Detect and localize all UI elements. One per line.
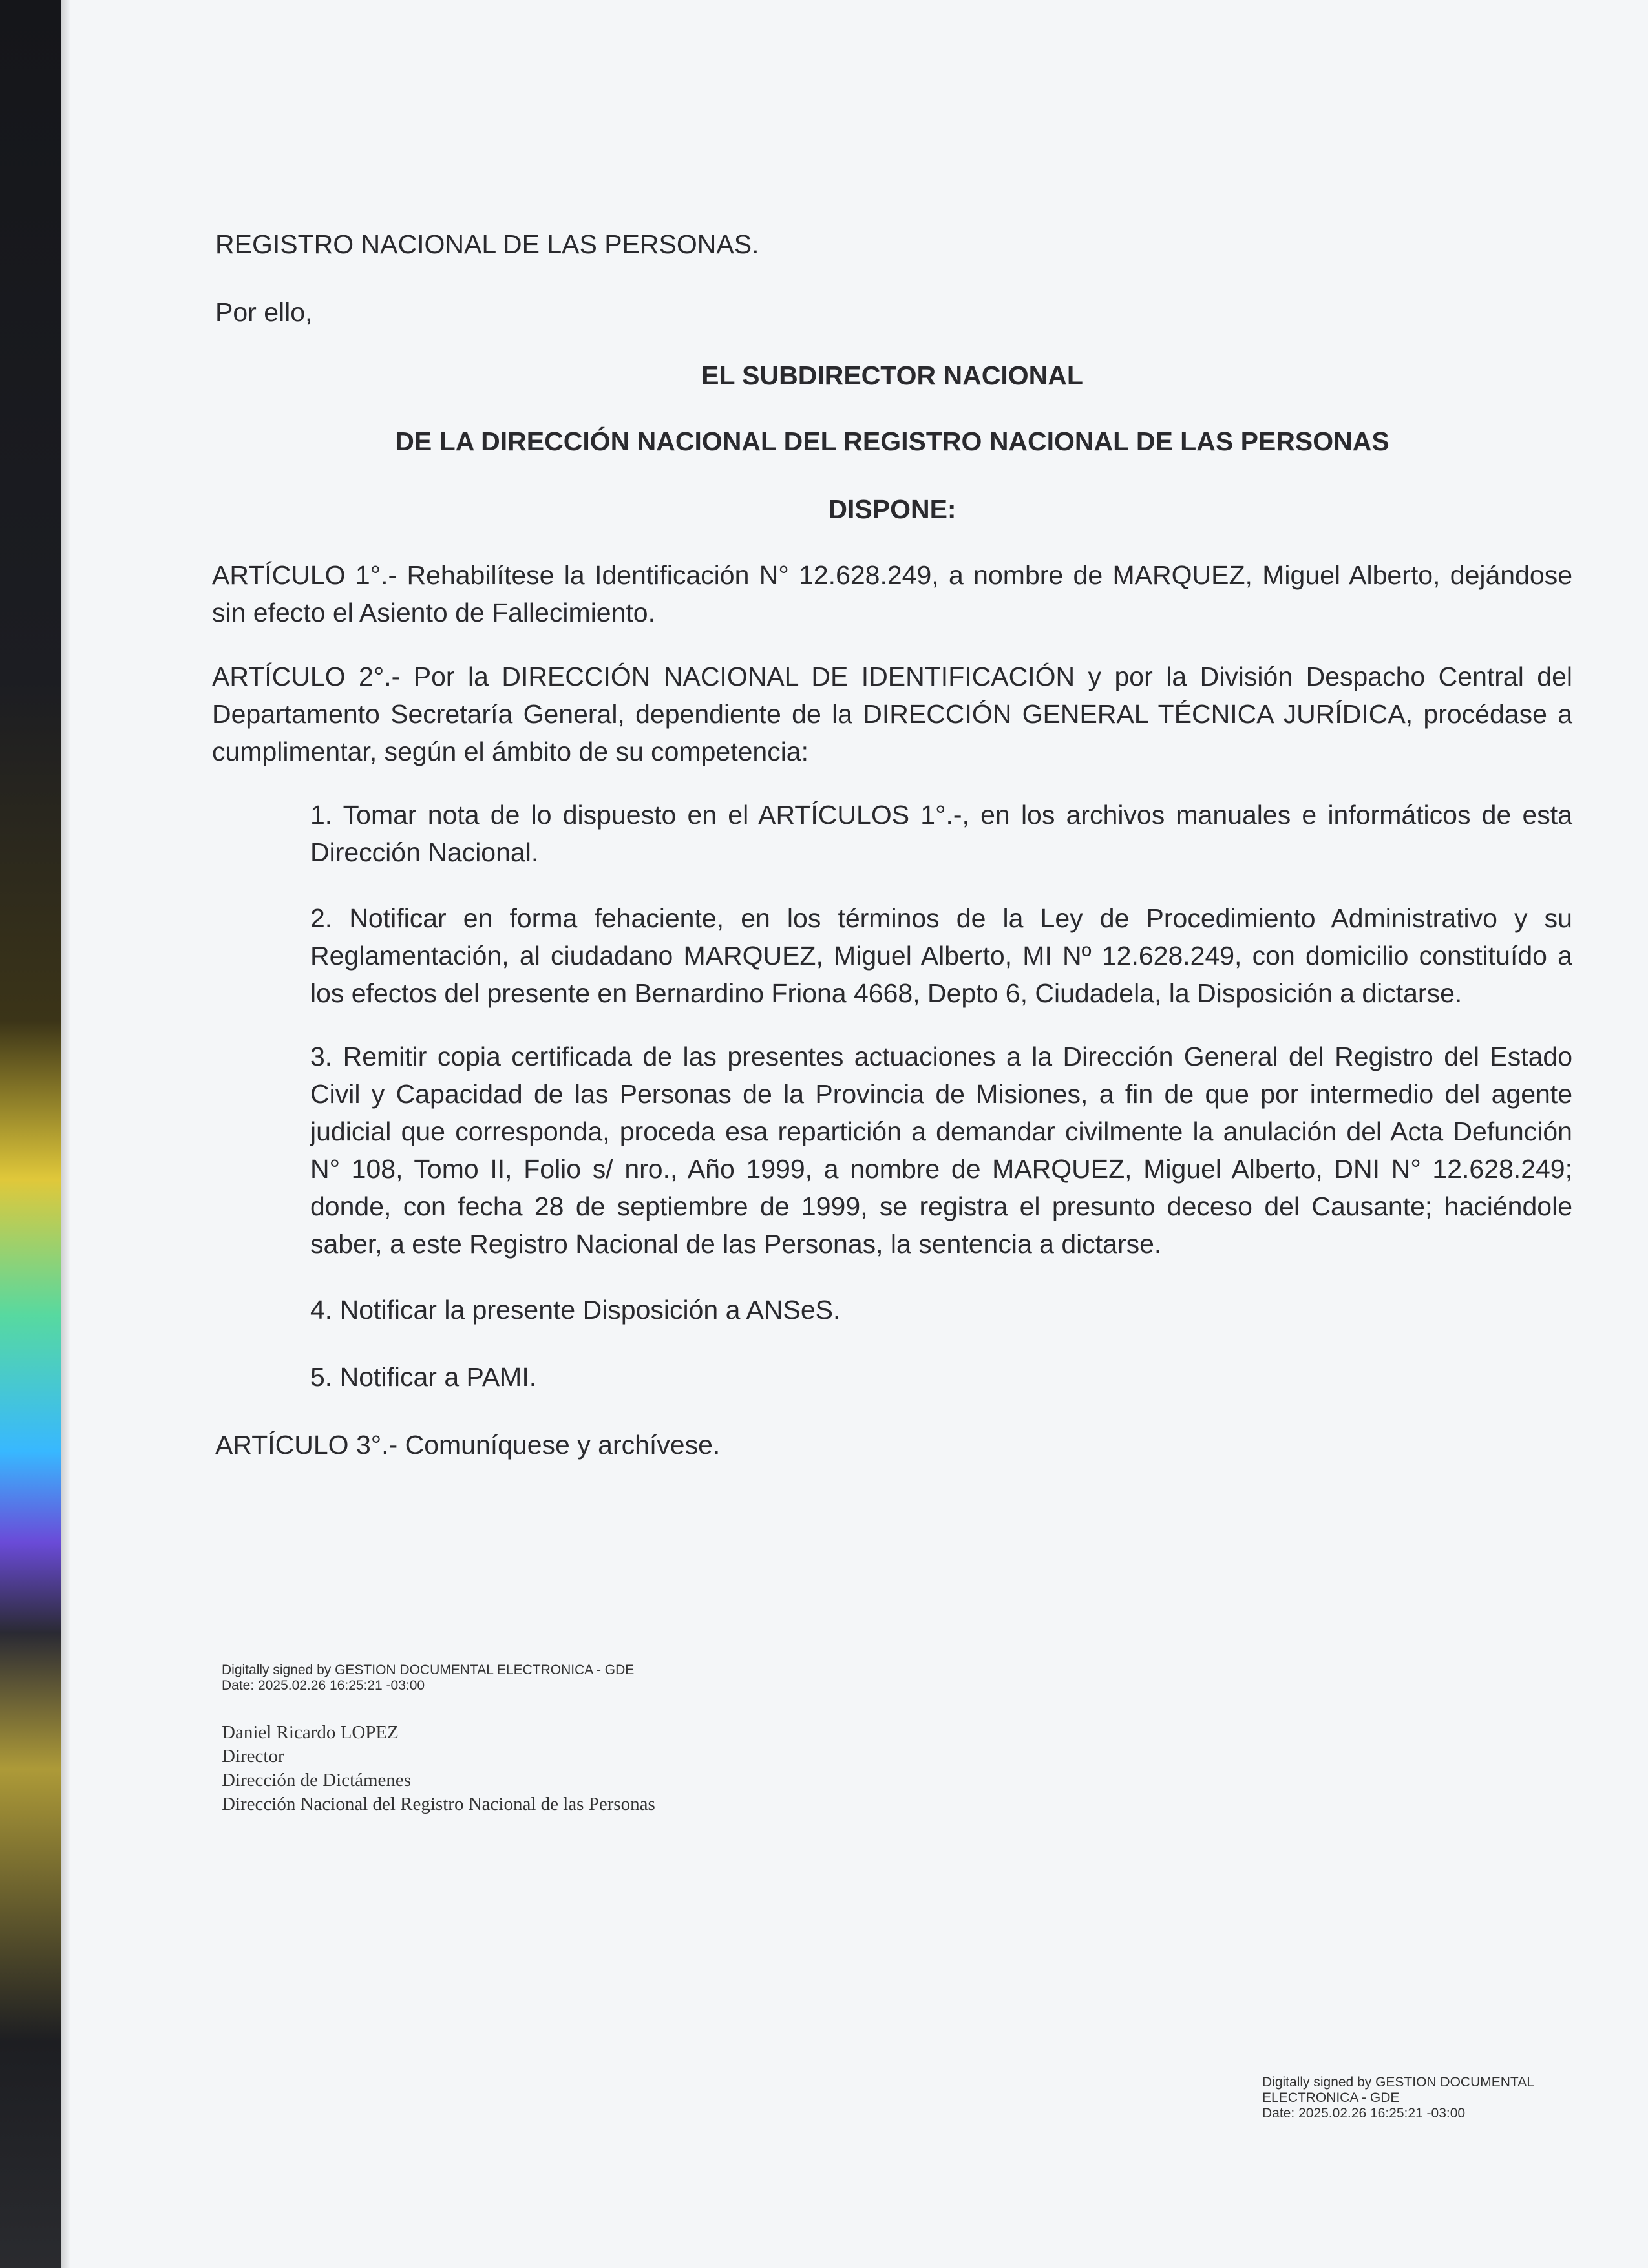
list-item-3: 3. Remitir copia certificada de las presentes actuaciones a la Dirección General del Registro del Estado Civil y Capacidad de las Personas de la Provincia de Misiones, a fin de que por intermedio del agente judicial que corresponda, proceda esa repartición a demandar civilmente la anulación del Acta Defunción N° 108, Tomo II, Folio s/ nro., Año 1999, a nombre de MARQUEZ, Miguel Alberto, DNI N° 12.628.249; donde, con fecha 28 de septiembre de 1999, se registra el presunto deceso del Causante; haciéndole saber, a este Registro Nacional de las Personas, la sentencia a dictarse. [310, 1042, 1572, 1259]
signature-right-date: Date: 2025.02.26 16:25:21 -03:00 [1262, 2106, 1466, 2121]
list-item-2: 2. Notificar en forma fehaciente, en los términos de la Ley de Procedimiento Administrativo y su Reglamentación, al ciudadano MARQUEZ, Miguel Alberto, MI Nº 12.628.249, con domicilio constituído a los efectos del presente en Bernardino Friona 4668, Depto 6, Ciudadela, la Disposición a dictarse. [310, 903, 1572, 1008]
article-1: ARTÍCULO 1°.- Rehabilítese la Identificación N° 12.628.249, a nombre de MARQUEZ, Miguel Alberto, dejándose sin efecto el Asiento de Fallecimiento. [212, 560, 1572, 627]
signatory-role: Director [222, 1746, 284, 1767]
digital-signature-left [222, 1663, 634, 1694]
signatory-office: Dirección de Dictámenes [222, 1770, 412, 1790]
title-direccion: DE LA DIRECCIÓN NACIONAL DEL REGISTRO NACIONAL DE LAS PERSONAS [395, 426, 1389, 456]
signatory-name: Daniel Ricardo LOPEZ [222, 1722, 399, 1743]
digital-signature-right [1262, 2075, 1534, 2121]
title-dispone: DISPONE: [828, 494, 956, 524]
registry-line: REGISTRO NACIONAL DE LAS PERSONAS. [215, 229, 759, 259]
por-ello-line: Por ello, [215, 297, 313, 327]
signatory-agency: Dirección Nacional del Registro Nacional de las Personas [222, 1794, 655, 1814]
signature-right-signed-by-1: Digitally signed by GESTION DOCUMENTAL [1262, 2075, 1534, 2090]
signature-signed-by: Digitally signed by GESTION DOCUMENTAL ELECTRONICA - GDE [222, 1663, 635, 1677]
scan-edge-strip [0, 0, 61, 2268]
signatory-block [222, 1721, 655, 1816]
article-3: ARTÍCULO 3°.- Comuníquese y archívese. [215, 1430, 721, 1460]
title-subdirector: EL SUBDIRECTOR NACIONAL [701, 361, 1083, 390]
signature-right-signed-by-2: ELECTRONICA - GDE [1262, 2090, 1400, 2105]
article-2: ARTÍCULO 2°.- Por la DIRECCIÓN NACIONAL DE IDENTIFICACIÓN y por la División Despacho Central del Departamento Secretaría General, dependiente de la DIRECCIÓN GENERAL TÉCNICA JURÍDICA, procédase a cumplimentar, según el ámbito de su competencia: [212, 662, 1572, 766]
signature-date: Date: 2025.02.26 16:25:21 -03:00 [222, 1678, 425, 1693]
list-item-1: 1. Tomar nota de lo dispuesto en el ARTÍCULOS 1°.-, en los archivos manuales e informáticos de esta Dirección Nacional. [310, 800, 1572, 867]
list-item-5: 5. Notificar a PAMI. [310, 1362, 537, 1392]
list-item-4: 4. Notificar la presente Disposición a ANSeS. [310, 1295, 841, 1325]
scan-edge-shadow [61, 0, 70, 2268]
